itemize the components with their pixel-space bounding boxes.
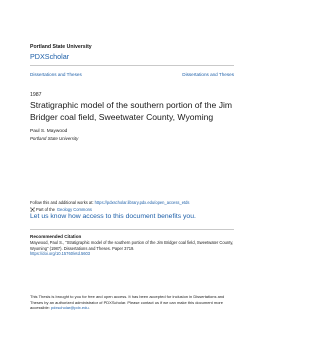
notice-text: This Thesis is brought to you for free and open access. It has been accepted for inclusion in Dissertations and Theses by an authorized administrator of PDXScholar. Please contact us if we can make this document more accessible: bbox=[30, 294, 225, 310]
top-divider bbox=[30, 65, 234, 66]
publication-year: 1987 bbox=[30, 92, 42, 98]
dissertations-link-right[interactable]: Dissertations and Theses bbox=[182, 72, 234, 77]
contact-email-link[interactable]: pdxscholar@pdx.edu bbox=[50, 305, 89, 310]
author-affiliation: Portland State University bbox=[30, 136, 79, 141]
part-of-prefix: Part of the bbox=[35, 207, 55, 212]
part-of-line bbox=[30, 207, 92, 212]
benefit-feedback-link[interactable]: Let us know how access to this document benefits you. bbox=[30, 213, 196, 220]
open-access-link[interactable]: https://pdxscholar.library.pdx.edu/open_access_etds bbox=[94, 200, 190, 205]
university-name: Portland State University bbox=[30, 44, 92, 50]
citation-divider bbox=[30, 229, 234, 230]
geology-commons-link[interactable]: Geology Commons bbox=[56, 207, 92, 212]
follow-prefix: Follow this and additional works at: bbox=[30, 200, 95, 205]
follow-line bbox=[30, 200, 189, 205]
citation-heading: Recommended Citation bbox=[30, 234, 82, 239]
access-notice bbox=[30, 294, 238, 311]
document-title: Stratigraphic model of the southern portion of the Jim Bridger coal field, Sweetwater County, Wyoming bbox=[30, 100, 233, 123]
doi-link[interactable]: https://doi.org/10.15760/etd.5603 bbox=[30, 251, 91, 257]
dissertations-link-left[interactable]: Dissertations and Theses bbox=[30, 72, 82, 77]
notice-end: . bbox=[88, 305, 90, 310]
network-commons-icon bbox=[30, 207, 35, 212]
author-name: Paul S. Maywood bbox=[30, 129, 68, 134]
citation-text: Maywood, Paul S., "Stratigraphic model of the southern portion of the Jim Bridger coal field, Sweetwater County, Wyoming" (1987). Dissertations and Theses. Paper 3719. bbox=[30, 240, 234, 251]
pdxscholar-link[interactable]: PDXScholar bbox=[30, 52, 70, 61]
citation-block bbox=[30, 240, 236, 257]
